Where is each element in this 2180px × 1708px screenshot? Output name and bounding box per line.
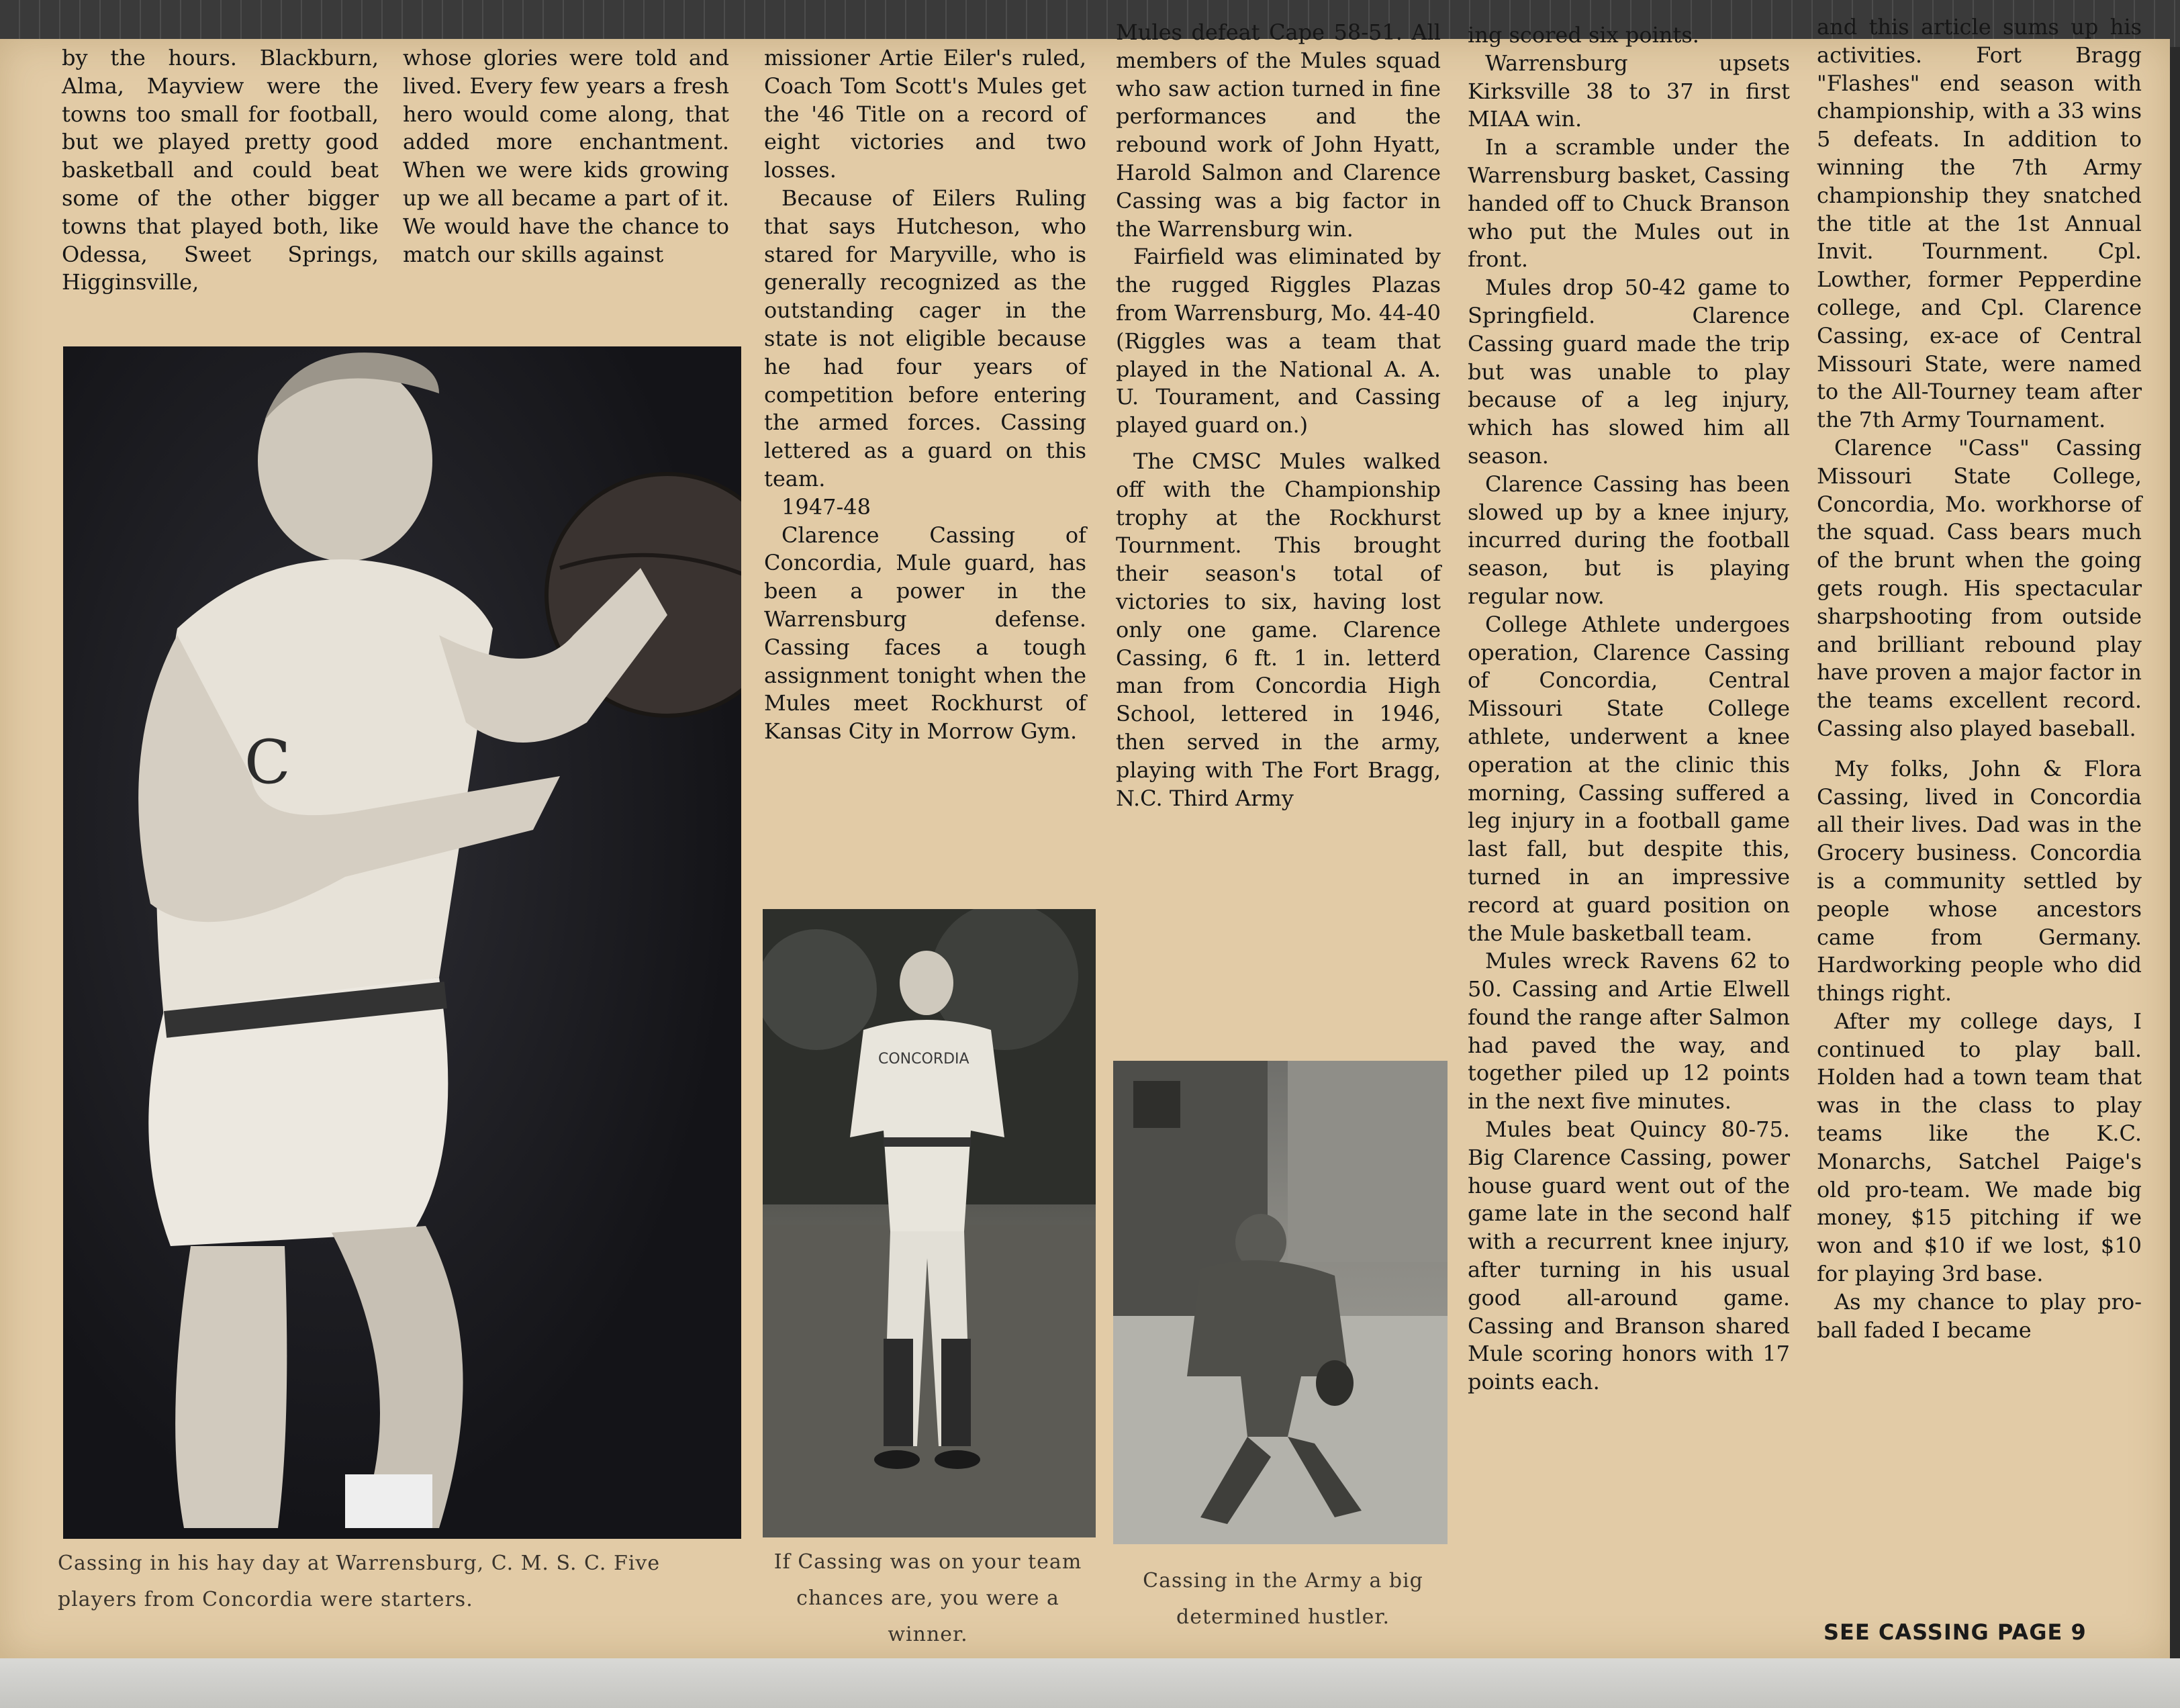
article-column-5 <box>1468 21 1790 1396</box>
paragraph: by the hours. Blackburn, Alma, Mayview were the towns too small for football, but we played pretty good basketball and could beat some of the other bigger towns that played both, like Odessa, Sweet Springs, Higginsville, <box>62 45 379 295</box>
paragraph: Warrensburg upsets Kirksville 38 to 37 in first MIAA win. <box>1468 50 1790 132</box>
paragraph: Mules beat Quincy 80-75. Big Clarence Cassing, power house guard went out of the game late in the second half with a recurrent knee injury, after turning in his usual good all-around game. Cassing and Branson shared Mule scoring honors with 17 points each. <box>1468 1117 1790 1395</box>
paragraph: Clarence Cassing has been slowed up by a knee injury, incurred during the football season, but is playing regular now. <box>1468 471 1790 609</box>
paragraph: Mules drop 50-42 game to Springfield. Clarence Cassing guard made the trip but was unable to play because of a leg injury, which has slowed him all season. <box>1468 275 1790 469</box>
article-column-3 <box>764 44 1086 746</box>
paragraph: College Athlete undergoes operation, Clarence Cassing of Concordia, Central Missouri State College athlete, underwent a knee operation at the clinic this morning, Cassing suffered a leg injury in a football game last fall, but despite this, turned in an impressive record at guard position on the Mule basketball team. <box>1468 611 1790 946</box>
paragraph: Mules defeat Cape 58-51. All members of the Mules squad who saw action turned in fine performances and the rebound work of John Hyatt, Harold Salmon and Clarence Cassing was a big factor in the Warrensburg win. <box>1116 19 1441 242</box>
jersey-letter: C <box>244 727 291 798</box>
paragraph: Clarence "Cass" Cassing Missouri State College, Concordia, Mo. workhorse of the squad. Cass bears much of the brunt when the going gets rough. His spectacular sharpshooting from outside and brilliant rebound play have proven a major factor in the teams excellent record. Cassing also played baseball. <box>1817 434 2142 741</box>
army-player-illustration <box>1113 1061 1448 1544</box>
article-column-6 <box>1817 13 2142 1344</box>
continuation-note: SEE CASSING PAGE 9 <box>1823 1619 2087 1645</box>
paragraph: Mules wreck Ravens 62 to 50. Cassing and Artie Elwell found the range after Salmon had paved the way, and together piled up 12 points in the next five minutes. <box>1468 948 1790 1114</box>
article-column-4 <box>1116 19 1441 812</box>
section-year: 1947-48 <box>781 493 871 520</box>
binder-edge <box>0 1658 2180 1708</box>
paragraph: whose glories were told and lived. Every few years a fresh hero would come along, that added more enchantment. When we were kids growing up we all became a part of it. We would have the chance to match our skills against <box>403 45 729 267</box>
paragraph: The CMSC Mules walked off with the Championship trophy at the Rockhurst Tournment. This brought their season's total of victories to six, having lost only one game. Clarence Cassing, 6 ft. 1 in. letterd man from Concordia High School, lettered in 1946, then served in the army, playing with The Fort Bragg, N.C. Third Army <box>1116 448 1441 811</box>
paragraph: Fairfield was eliminated by the rugged Riggles Plazas from Warrensburg, Mo. 44-40 (Riggles was a team that played in the National A. A. U. Tourament, and Cassing played guard on.) <box>1116 244 1441 438</box>
caption-baseball: If Cassing was on your team chances are, you were a winner. <box>773 1550 1082 1646</box>
caption-basketball: Cassing in his hay day at Warrensburg, C. M. S. C. Five players from Concordia were starters. <box>58 1552 661 1611</box>
paragraph: Because of Eilers Ruling that says Hutcheson, who stared for Maryville, who is generally recognized as the outstanding cager in the state is not eligible because he had four years of competition before entering the armed forces. Cassing lettered as a guard on this team. <box>764 185 1086 491</box>
photo-army <box>1113 1061 1448 1544</box>
paragraph: After my college days, I continued to play ball. Holden had a town team that was in the class to play teams like the K.C. Monarchs, Satchel Paige's old pro-team. We made big money, $15 pitching if we won and $10 if we lost, $10 for playing 3rd base. <box>1817 1008 2142 1287</box>
jersey-text: CONCORDIA <box>878 1051 969 1068</box>
paragraph: ing scored six points. <box>1468 22 1699 48</box>
photo-baseball-player <box>763 909 1096 1537</box>
paragraph: My folks, John & Flora Cassing, lived in Concordia all their lives. Dad was in the Grocery business. Concordia is a community settled by people whose ancestors came from Germany. Hardworking people who did things right. <box>1817 755 2142 1006</box>
paragraph: missioner Artie Eiler's ruled, Coach Tom Scott's Mules get the '46 Title on a record of eight victories and two losses. <box>764 45 1086 183</box>
paragraph: As my chance to play pro-ball faded I became <box>1817 1288 2142 1343</box>
caption-army: Cassing in the Army a big determined hustler. <box>1143 1569 1423 1629</box>
basketball-player-illustration <box>63 346 741 1539</box>
paragraph: Clarence Cassing of Concordia, Mule guard, has been a power in the Warrensburg defense. Cassing faces a tough assignment tonight when the Mules meet Rockhurst of Kansas City in Morrow Gym. <box>764 522 1086 745</box>
paragraph: and this article sums up his activities. Fort Bragg "Flashes" end season with championship, with a 33 wins 5 defeats. In addition to winning the 7th Army championship they snatched the title at the 1st Annual Invit. Tournment. Cpl. Lowther, former Pepperdine college, and Cpl. Clarence Cassing, ex-ace of Central Missouri State, were named to the All-Tourney team after the 7th Army Tournament. <box>1817 14 2142 433</box>
photo-basketball-player <box>63 346 741 1539</box>
article-column-2 <box>403 44 729 269</box>
baseball-player-illustration <box>763 909 1096 1537</box>
paragraph: In a scramble under the Warrensburg basket, Cassing handed off to Chuck Branson who put the Mules out in front. <box>1468 134 1790 273</box>
article-column-1 <box>62 44 379 297</box>
